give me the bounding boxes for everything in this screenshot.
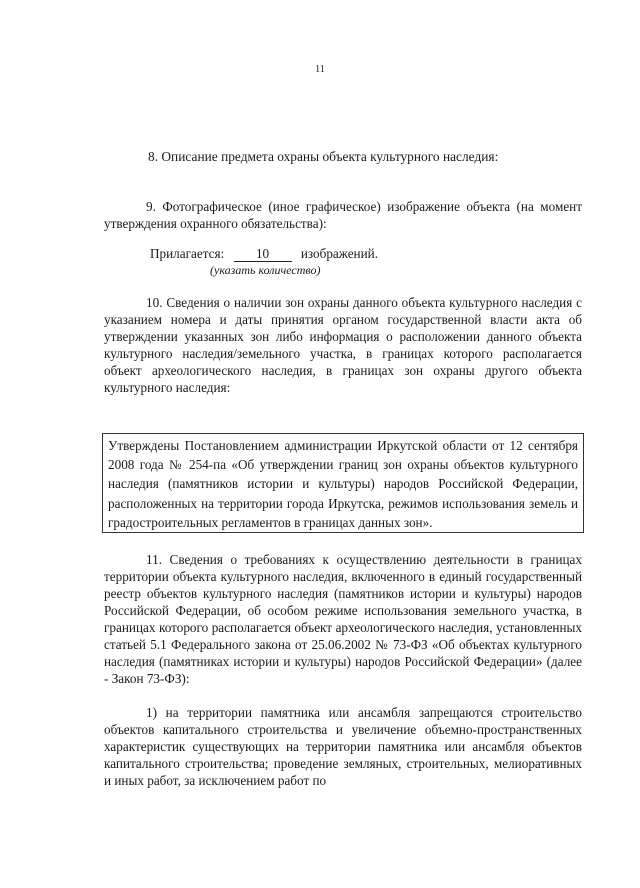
section-11-item-1: 1) на территории памятника или ансамбля запрещаются строительство объектов капитального строительства и увеличение объемно-пространственных характеристик существующих на территории памятника или ансамбля объектов капитального строительства; проведение земляных, строительных, мелиоративных и иных работ, за исключением работ по — [104, 705, 582, 788]
count-hint: (указать количество) — [210, 263, 321, 277]
attached-count-line — [150, 246, 378, 262]
section-10-paragraph: 10. Сведения о наличии зон охраны данного объекта культурного наследия с указанием номера и даты принятия органом государственной власти акта об утверждении указанных зон либо информация о расположении данного объекта культурного наследия/земельного участка, в границах которого располагается объект археологического наследия, в границах зон охраны другого объекта культурного наследия: — [104, 295, 582, 395]
section-9-paragraph: 9. Фотографическое (иное графическое) изображение объекта (на момент утверждения охранного обязательства): — [104, 199, 582, 231]
attached-prefix: Прилагается: — [150, 246, 225, 261]
section-8-heading: 8. Описание предмета охраны объекта культурного наследия: — [148, 149, 499, 164]
page-number: 11 — [315, 64, 325, 75]
protection-zones-box: Утверждены Постановлением администрации Иркутской области от 12 сентября 2008 года № 254-па «Об утверждении границ зон охраны объектов культурного наследия (памятников истории и культуры) народов Российской Федерации, расположенных на территории города Иркутска, режимов использования земель и градостроительных регламентов в границах данных зон». — [102, 433, 584, 533]
section-11-paragraph: 11. Сведения о требованиях к осуществлению деятельности в границах территории объекта культурного наследия, включенного в единый государственный реестр объектов культурного наследия (памятников истории и культуры) народов Российской Федерации, об особом режиме использования земельного участка, в границах которого располагается объект археологического наследия, установленных статьей 5.1 Федерального закона от 25.06.2002 № 73-ФЗ «Об объектах культурного наследия (памятниках истории и культуры) народов Российской Федерации» (далее - Закон 73-ФЗ): — [104, 552, 582, 686]
attached-count-field: 10 — [234, 246, 292, 262]
attached-suffix: изображений. — [300, 246, 379, 261]
